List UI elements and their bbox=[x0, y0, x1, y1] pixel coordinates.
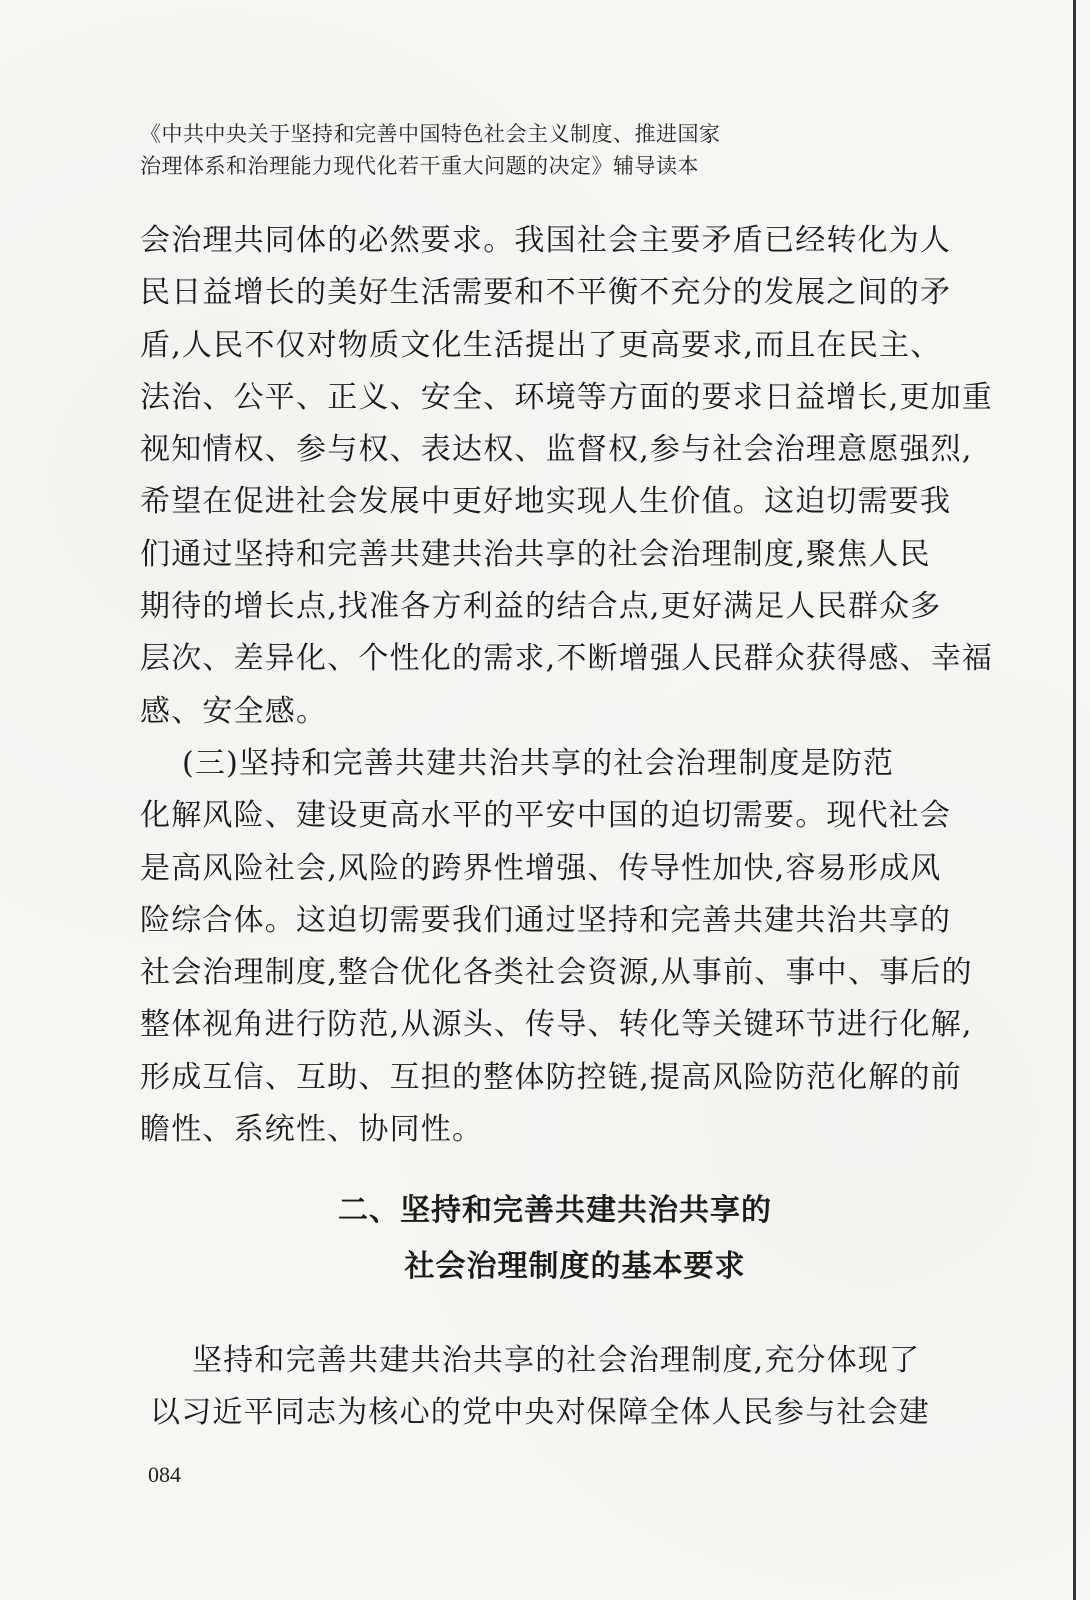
page-number: 084 bbox=[148, 1462, 181, 1487]
body-line: 盾,人民不仅对物质文化生活提出了更高要求,而且在民主、 bbox=[140, 327, 942, 363]
body-line: 希望在促进社会发展中更好地实现人生价值。这迫切需要我 bbox=[140, 484, 952, 520]
body-line: 社会治理制度,整合优化各类社会资源,从事前、事中、事后的 bbox=[140, 955, 973, 991]
body-line: 整体视角进行防范,从源头、传导、转化等关键环节进行化解, bbox=[140, 1007, 973, 1043]
body-line: 瞻性、系统性、协同性。 bbox=[140, 1112, 484, 1148]
running-header-line-1: 《中共中央关于坚持和完善中国特色社会主义制度、推进国家 bbox=[140, 122, 721, 146]
running-header-line-2: 治理体系和治理能力现代化若干重大问题的决定》辅导读本 bbox=[140, 154, 699, 178]
body-line: 化解风险、建设更高水平的平安中国的迫切需要。现代社会 bbox=[140, 798, 952, 834]
body-paragraphs bbox=[140, 215, 994, 1156]
body-line: 坚持和完善共建共治共享的社会治理制度,充分体现了 bbox=[192, 1343, 921, 1378]
body-line: 法治、公平、正义、安全、环境等方面的要求日益增长,更加重 bbox=[140, 379, 994, 415]
body-line: 层次、差异化、个性化的需求,不断增强人民群众获得感、幸福 bbox=[140, 641, 994, 677]
body-line: (三)坚持和完善共建共治共享的社会治理制度是防范 bbox=[182, 745, 895, 781]
section-heading-line-1: 二、坚持和完善共建共治共享的 bbox=[338, 1193, 772, 1228]
section-paragraph bbox=[150, 1335, 980, 1440]
body-line: 是高风险社会,风险的跨界性增强、传导性加快,容易形成风 bbox=[140, 850, 942, 886]
section-heading bbox=[0, 1183, 1090, 1295]
body-line: 期待的增长点,找准各方利益的结合点,更好满足人民群众多 bbox=[140, 589, 942, 625]
section-heading-line-2: 社会治理制度的基本要求 bbox=[404, 1249, 746, 1284]
body-line: 形成互信、互助、互担的整体防控链,提高风险防范化解的前 bbox=[140, 1059, 962, 1095]
body-line: 感、安全感。 bbox=[140, 693, 328, 729]
body-line: 险综合体。这迫切需要我们通过坚持和完善共建共治共享的 bbox=[140, 902, 952, 938]
page-edge-line bbox=[1073, 0, 1076, 1600]
running-header bbox=[140, 118, 860, 182]
body-line: 视知情权、参与权、表达权、监督权,参与社会治理意愿强烈, bbox=[140, 432, 973, 468]
body-line: 民日益增长的美好生活需要和不平衡不充分的发展之间的矛 bbox=[140, 275, 952, 311]
body-line: 们通过坚持和完善共建共治共享的社会治理制度,聚焦人民 bbox=[140, 536, 931, 572]
body-line: 以习近平同志为核心的党中央对保障全体人民参与社会建 bbox=[150, 1395, 930, 1431]
body-line: 会治理共同体的必然要求。我国社会主要矛盾已经转化为人 bbox=[140, 223, 952, 258]
